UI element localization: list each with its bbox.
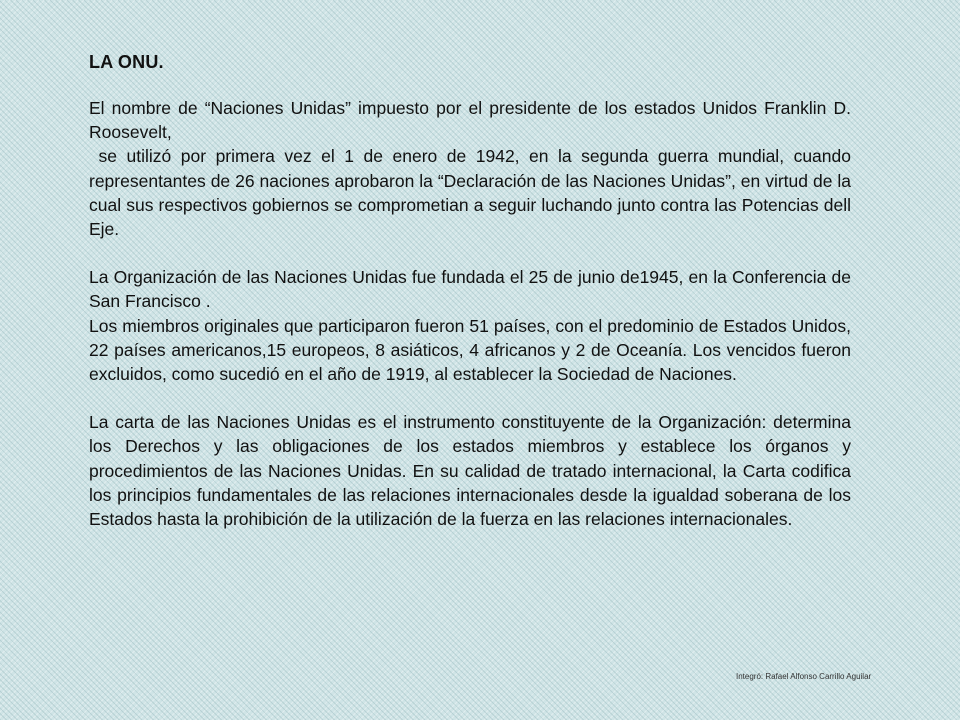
author-credit: Integró: Rafael Alfonso Carrillo Aguilar bbox=[736, 672, 872, 681]
page-title: LA ONU. bbox=[89, 52, 164, 72]
paragraph-spacer bbox=[89, 241, 851, 265]
paragraph-first-use: se utilizó por primera vez el 1 de enero de 1942, en la segunda guerra mundial, cuando representantes de 26 naciones aprobaron la “Declaración de las Naciones Unidas”, en virtud de la cual sus respectivos gobiernos se comprometian a seguir luchando junto contra las Potencias dell Eje. bbox=[89, 146, 856, 240]
paragraph-members: Los miembros originales que participaron fueron 51 países, con el predominio de Estados Unidos, 22 países americanos,15 europeos, 8 asiáticos, 4 africanos y 2 de Oceanía. Los vencidos fueron excluidos, como sucedió en el año de 1919, al establecer la Sociedad de Naciones. bbox=[89, 315, 851, 385]
slide-content bbox=[89, 50, 861, 531]
paragraph-charter: La carta de las Naciones Unidas es el instrumento constituyente de la Organización: determina los Derechos y las obligaciones de los estados miembros y establece los órganos y procedimientos de las Naciones Unidas. En su calidad de tratado internacional, la Carta codifica los principios fundamentales de las relaciones internacionales desde la igualdad soberana de los Estados hasta la prohibición de la utilización de la fuerza en las relaciones internacionales. bbox=[89, 412, 851, 530]
paragraph-spacer bbox=[89, 386, 851, 410]
paragraph-founding: La Organización de las Naciones Unidas fue fundada el 25 de junio de1945, en la Conferencia de San Francisco . bbox=[89, 267, 861, 312]
paragraph-name-origin: El nombre de “Naciones Unidas” impuesto por el presidente de los estados Unidos Franklin D. Roosevelt, bbox=[89, 98, 856, 143]
